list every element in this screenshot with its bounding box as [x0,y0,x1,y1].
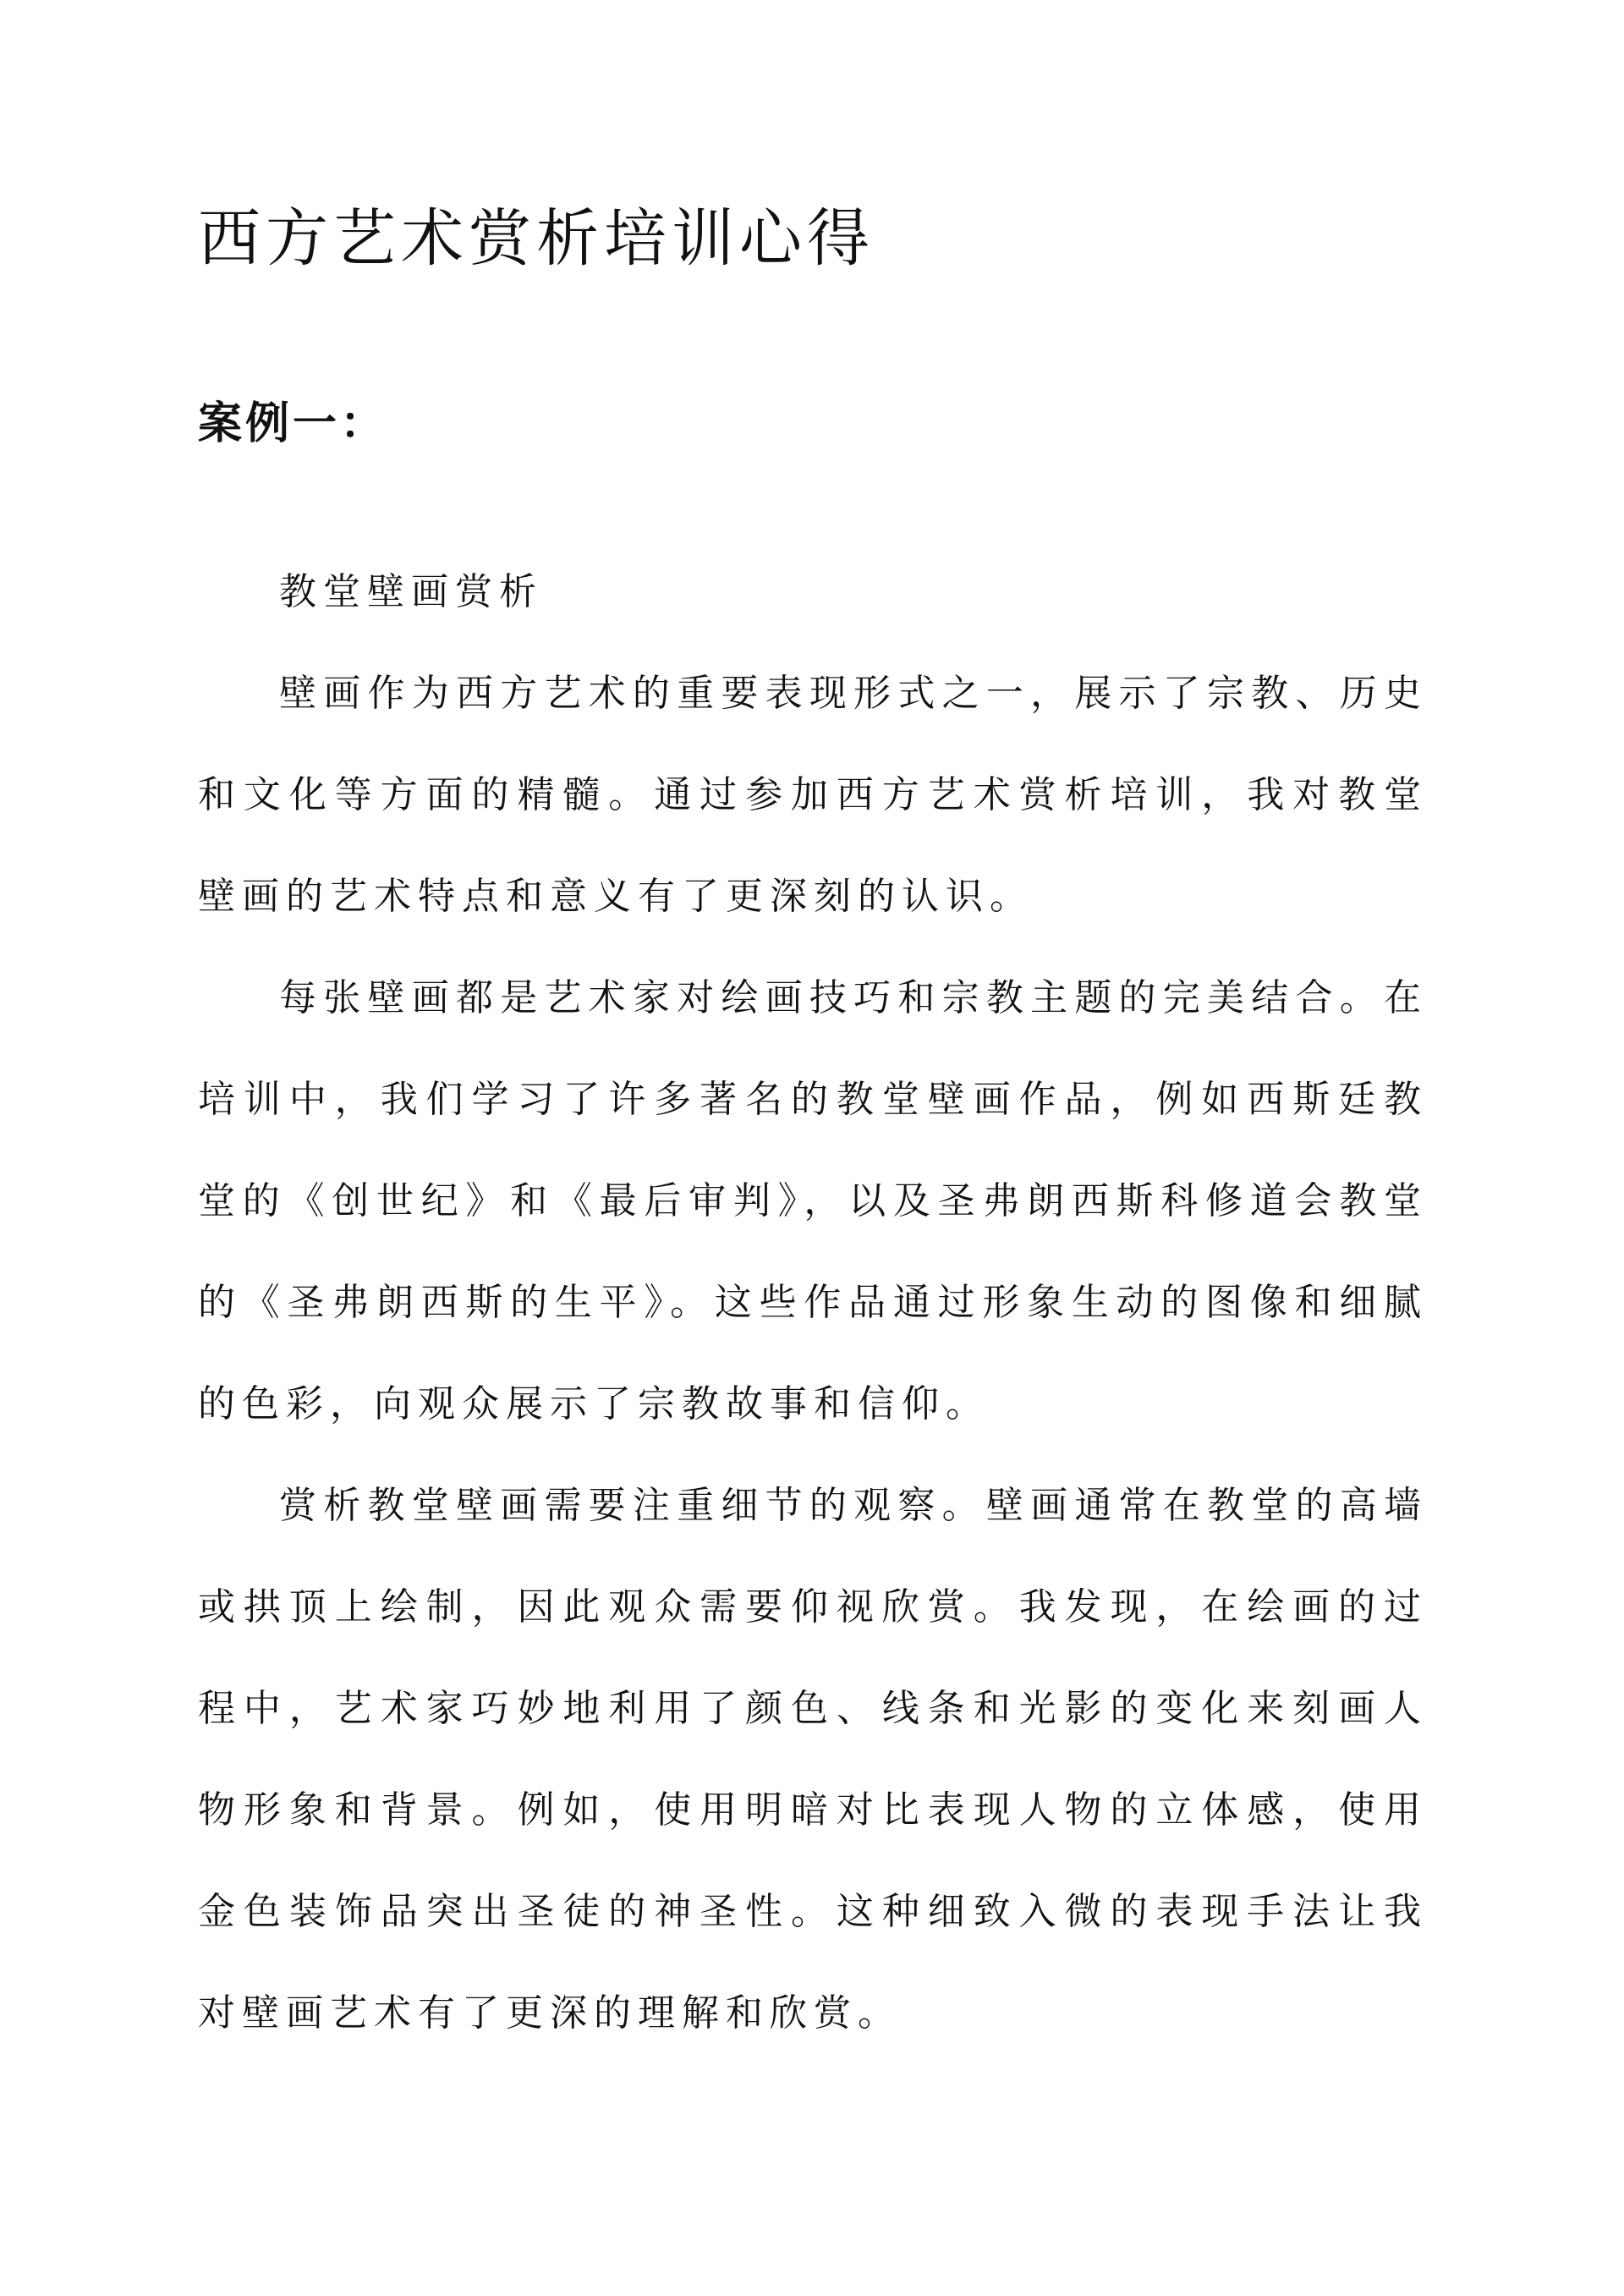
document-title: 西方艺术赏析培训心得 [198,202,875,275]
document-body [198,541,1428,2064]
paragraph-2: 每张壁画都是艺术家对绘画技巧和宗教主题的完美结合。在培训中，我们学习了许多著名的教堂壁画作品，例如西斯廷教堂的《创世纪》和《最后审判》，以及圣弗朗西斯科修道会教堂的《圣弗朗西斯的生平》。这些作品通过形象生动的图像和细腻的色彩，向观众展示了宗教故事和信仰。 [198,976,1428,1425]
case-heading: 案例一： [198,398,388,449]
paragraph-1: 壁画作为西方艺术的重要表现形式之一，展示了宗教、历史和文化等方面的精髓。通过参加西方艺术赏析培训，我对教堂壁画的艺术特点和意义有了更深刻的认识。 [198,672,1428,918]
section-subtitle: 教堂壁画赏析 [279,570,543,613]
paragraph-3: 赏析教堂壁画需要注重细节的观察。壁画通常在教堂的高墙或拱顶上绘制，因此观众需要仰视欣赏。我发现，在绘画的过程中，艺术家巧妙地利用了颜色、线条和光影的变化来刻画人物形象和背景。例如，使用明暗对比表现人物的立体感，使用金色装饰品突出圣徒的神圣性。这种细致入微的表现手法让我对壁画艺术有了更深的理解和欣赏。 [198,1484,1428,2035]
